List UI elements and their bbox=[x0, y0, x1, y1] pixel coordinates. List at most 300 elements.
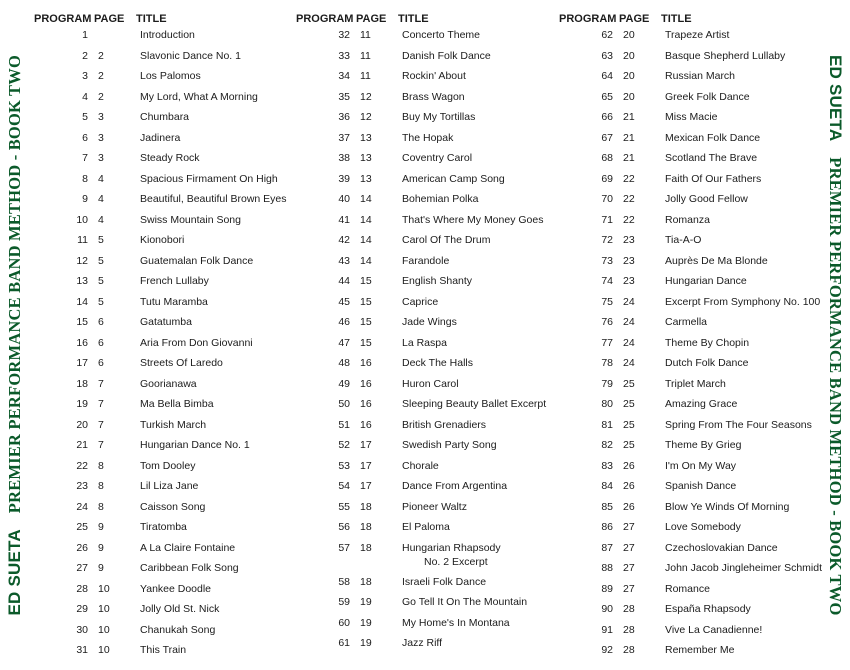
program-number: 89 bbox=[601, 582, 613, 595]
track-title-line: Chumbara bbox=[140, 111, 190, 123]
program-number: 67 bbox=[601, 131, 613, 144]
track-title-line: Caribbean Folk Song bbox=[140, 562, 239, 574]
track-title bbox=[140, 172, 289, 186]
track-title bbox=[402, 541, 551, 569]
track-title bbox=[665, 377, 824, 391]
page-number: 20 bbox=[623, 49, 635, 62]
track-title-line: English Shanty bbox=[402, 275, 473, 287]
page-number: 5 bbox=[98, 295, 104, 308]
page-number: 4 bbox=[98, 193, 104, 205]
track-title bbox=[402, 49, 551, 63]
page-number: 22 bbox=[623, 172, 635, 185]
page-number: 19 bbox=[360, 596, 372, 608]
page-number: 17 bbox=[360, 439, 372, 451]
track-row bbox=[559, 377, 824, 398]
track-title-line: Faith Of Our Fathers bbox=[665, 172, 762, 185]
page-number: 19 bbox=[360, 637, 372, 649]
program-number: 54 bbox=[338, 480, 350, 492]
page-number: 25 bbox=[623, 418, 635, 431]
track-title-line: Yankee Doodle bbox=[140, 582, 212, 595]
track-title-line: Scotland The Brave bbox=[665, 152, 758, 164]
track-title-line: Jadinera bbox=[140, 131, 181, 144]
track-title-line: Love Somebody bbox=[665, 521, 741, 533]
page-number: 24 bbox=[623, 295, 635, 308]
program-number: 10 bbox=[76, 213, 88, 226]
page-number: 14 bbox=[360, 254, 372, 267]
track-row bbox=[34, 602, 289, 623]
program-number: 44 bbox=[338, 275, 350, 287]
page-number: 27 bbox=[623, 562, 635, 574]
track-title bbox=[665, 336, 824, 350]
page-number: 13 bbox=[360, 152, 372, 164]
program-number: 11 bbox=[77, 234, 88, 246]
program-number: 25 bbox=[76, 521, 88, 533]
track-row bbox=[296, 254, 551, 275]
track-title bbox=[140, 356, 289, 370]
program-number: 28 bbox=[76, 582, 88, 595]
track-title-line: Go Tell It On The Mountain bbox=[402, 596, 528, 608]
track-title-line: Swedish Party Song bbox=[402, 439, 497, 451]
track-row bbox=[559, 69, 824, 90]
track-row bbox=[296, 90, 551, 111]
track-title-line: Spring From The Four Seasons bbox=[665, 418, 812, 431]
track-title-line: Mexican Folk Dance bbox=[665, 131, 761, 144]
track-row bbox=[296, 575, 551, 596]
track-title bbox=[402, 636, 551, 650]
track-row bbox=[296, 418, 551, 439]
track-title bbox=[140, 397, 289, 411]
page-number: 10 bbox=[98, 623, 110, 636]
track-title-line: Theme By Grieg bbox=[665, 439, 742, 451]
track-title bbox=[140, 69, 289, 83]
page-number: 8 bbox=[98, 480, 104, 492]
page-number: 26 bbox=[623, 459, 635, 472]
track-title bbox=[665, 315, 824, 329]
track-row bbox=[34, 459, 289, 480]
page-number: 6 bbox=[98, 336, 104, 349]
header-title: TITLE bbox=[398, 13, 429, 25]
track-row bbox=[34, 356, 289, 377]
track-title bbox=[140, 131, 289, 145]
track-title-line: Caprice bbox=[402, 295, 439, 308]
program-number: 7 bbox=[82, 152, 88, 164]
track-title-line: That's Where My Money Goes bbox=[402, 213, 544, 226]
track-title bbox=[665, 561, 824, 575]
track-row bbox=[296, 541, 551, 575]
track-title bbox=[402, 356, 551, 370]
right-spine-text bbox=[825, 55, 845, 615]
page-number: 15 bbox=[360, 275, 372, 287]
program-number: 3 bbox=[82, 70, 88, 82]
track-row bbox=[559, 500, 824, 521]
track-title-line: El Paloma bbox=[402, 521, 450, 533]
track-title-line: Remember Me bbox=[665, 644, 735, 656]
page-number: 7 bbox=[98, 398, 104, 410]
track-title-line: John Jacob Jingleheimer Schmidt bbox=[665, 562, 822, 574]
track-title bbox=[665, 397, 824, 411]
track-title bbox=[140, 561, 289, 575]
track-title bbox=[665, 602, 824, 616]
track-title bbox=[140, 233, 289, 247]
program-number: 53 bbox=[338, 459, 350, 472]
track-row bbox=[559, 479, 824, 500]
track-title bbox=[140, 274, 289, 288]
track-title-line: Jolly Old St. Nick bbox=[140, 603, 220, 615]
header-page: PAGE bbox=[356, 13, 387, 25]
track-title-line: Goorianawa bbox=[140, 377, 197, 390]
track-row bbox=[559, 397, 824, 418]
track-title-line: Romanza bbox=[665, 213, 710, 226]
track-title bbox=[402, 131, 551, 145]
track-title bbox=[665, 582, 824, 596]
track-title-line: Farandole bbox=[402, 254, 450, 267]
page-number: 25 bbox=[623, 439, 635, 451]
program-number: 12 bbox=[76, 254, 88, 267]
page-number: 6 bbox=[98, 357, 104, 369]
track-row bbox=[296, 459, 551, 480]
program-number: 37 bbox=[338, 131, 350, 144]
page-number: 21 bbox=[623, 131, 635, 144]
track-row bbox=[559, 131, 824, 152]
header-program: PROGRAM bbox=[296, 13, 354, 25]
track-row bbox=[34, 397, 289, 418]
page-number: 26 bbox=[623, 500, 635, 513]
track-title bbox=[140, 500, 289, 514]
track-title bbox=[140, 90, 289, 104]
page-number: 11 bbox=[360, 70, 371, 82]
track-title bbox=[665, 90, 824, 104]
right-spine-title: PREMIER PERFORMANCE BAND METHOD - BOOK TWO bbox=[826, 157, 845, 616]
program-number: 85 bbox=[601, 500, 613, 513]
program-number: 91 bbox=[601, 623, 613, 636]
page-number: 4 bbox=[98, 172, 104, 185]
track-title-line: American Camp Song bbox=[402, 172, 505, 185]
track-title bbox=[665, 110, 824, 124]
page-number: 16 bbox=[360, 418, 372, 431]
program-number: 52 bbox=[338, 439, 350, 451]
track-title bbox=[140, 49, 289, 63]
track-row bbox=[559, 213, 824, 234]
track-title-line: Czechoslovakian Dance bbox=[665, 541, 778, 554]
track-title bbox=[140, 520, 289, 534]
track-title bbox=[665, 274, 824, 288]
track-list bbox=[34, 28, 289, 664]
track-column-1 bbox=[34, 10, 289, 664]
program-number: 55 bbox=[338, 500, 350, 513]
track-row bbox=[296, 172, 551, 193]
track-row bbox=[34, 582, 289, 603]
program-number: 58 bbox=[338, 575, 350, 588]
page-number: 25 bbox=[623, 377, 635, 390]
track-title-line: Jade Wings bbox=[402, 316, 457, 328]
track-title-line: My Home's In Montana bbox=[402, 616, 510, 629]
track-row bbox=[296, 233, 551, 254]
right-spine-author: ED SUETA bbox=[826, 54, 845, 142]
header-page: PAGE bbox=[619, 13, 650, 25]
program-number: 92 bbox=[601, 644, 613, 656]
track-row bbox=[296, 377, 551, 398]
track-title-line: Israeli Folk Dance bbox=[402, 575, 487, 588]
track-row bbox=[296, 192, 551, 213]
track-row bbox=[34, 438, 289, 459]
right-spine bbox=[820, 0, 850, 670]
program-number: 63 bbox=[601, 49, 613, 62]
track-title-line: Gatatumba bbox=[140, 316, 192, 328]
page-number: 15 bbox=[360, 316, 372, 328]
program-number: 65 bbox=[601, 90, 613, 103]
program-number: 66 bbox=[601, 111, 613, 123]
program-number: 50 bbox=[338, 398, 350, 410]
track-title bbox=[402, 479, 551, 493]
page-number: 23 bbox=[623, 275, 635, 287]
track-title bbox=[665, 438, 824, 452]
track-title bbox=[140, 418, 289, 432]
track-title-line-2: No. 2 Excerpt bbox=[424, 555, 488, 568]
track-title bbox=[402, 500, 551, 514]
track-title bbox=[665, 49, 824, 63]
track-row bbox=[559, 520, 824, 541]
track-title bbox=[402, 575, 551, 589]
page-number: 8 bbox=[98, 459, 104, 472]
program-number: 78 bbox=[601, 357, 613, 369]
track-title bbox=[402, 213, 551, 227]
program-number: 22 bbox=[76, 459, 88, 472]
track-title bbox=[402, 595, 551, 609]
track-row bbox=[34, 192, 289, 213]
page-number: 4 bbox=[98, 213, 104, 226]
page-number: 11 bbox=[360, 49, 371, 62]
program-number: 39 bbox=[338, 172, 350, 185]
page-number: 12 bbox=[360, 111, 372, 123]
program-number: 13 bbox=[76, 275, 88, 287]
track-title bbox=[140, 643, 289, 657]
track-title-line: The Hopak bbox=[402, 131, 454, 144]
page-number: 23 bbox=[623, 254, 635, 267]
page-number: 14 bbox=[360, 213, 372, 226]
page-number: 15 bbox=[360, 336, 372, 349]
track-row bbox=[296, 110, 551, 131]
track-title bbox=[402, 110, 551, 124]
track-row bbox=[34, 254, 289, 275]
program-number: 41 bbox=[338, 213, 350, 226]
track-row bbox=[34, 561, 289, 582]
track-row bbox=[559, 28, 824, 49]
track-row bbox=[559, 541, 824, 562]
track-title-line: Pioneer Waltz bbox=[402, 500, 467, 513]
track-title bbox=[665, 131, 824, 145]
track-row bbox=[559, 315, 824, 336]
page-number: 23 bbox=[623, 234, 635, 246]
header-title: TITLE bbox=[661, 13, 692, 25]
track-title-line: Ma Bella Bimba bbox=[140, 398, 214, 410]
track-row bbox=[559, 233, 824, 254]
track-title-line: Tia-A-O bbox=[665, 234, 702, 246]
track-row bbox=[296, 438, 551, 459]
page-number: 3 bbox=[98, 131, 104, 144]
track-title bbox=[402, 192, 551, 206]
track-title bbox=[402, 69, 551, 83]
track-row bbox=[296, 336, 551, 357]
track-row bbox=[559, 172, 824, 193]
track-row bbox=[296, 595, 551, 616]
track-row bbox=[296, 315, 551, 336]
track-title bbox=[402, 336, 551, 350]
program-number: 5 bbox=[82, 111, 88, 123]
track-row bbox=[34, 213, 289, 234]
program-number: 33 bbox=[338, 49, 350, 62]
track-row bbox=[34, 90, 289, 111]
track-row bbox=[34, 479, 289, 500]
page-number: 19 bbox=[360, 616, 372, 629]
page-number: 9 bbox=[98, 562, 104, 574]
program-number: 68 bbox=[601, 152, 613, 164]
track-title-line: Tutu Maramba bbox=[140, 295, 208, 308]
track-title bbox=[665, 172, 824, 186]
track-title-line: Turkish March bbox=[140, 418, 207, 431]
track-title bbox=[140, 602, 289, 616]
track-title-line: Buy My Tortillas bbox=[402, 111, 476, 123]
track-row bbox=[34, 49, 289, 70]
track-title bbox=[402, 459, 551, 473]
program-number: 73 bbox=[601, 254, 613, 267]
page-number: 13 bbox=[360, 172, 372, 185]
track-title-line: Slavonic Dance No. 1 bbox=[140, 49, 241, 62]
program-number: 45 bbox=[338, 295, 350, 308]
header-page: PAGE bbox=[94, 13, 125, 25]
track-row bbox=[296, 356, 551, 377]
header-title: TITLE bbox=[136, 13, 167, 25]
track-row bbox=[559, 254, 824, 275]
track-row bbox=[34, 28, 289, 49]
track-row bbox=[559, 356, 824, 377]
page-number: 20 bbox=[623, 70, 635, 82]
track-title-line: Chorale bbox=[402, 459, 439, 472]
program-number: 86 bbox=[601, 521, 613, 533]
track-title bbox=[402, 397, 551, 411]
track-title-line: Steady Rock bbox=[140, 152, 200, 164]
track-title bbox=[402, 254, 551, 268]
track-row bbox=[296, 131, 551, 152]
track-row bbox=[34, 172, 289, 193]
page-number: 2 bbox=[98, 90, 104, 103]
program-number: 51 bbox=[338, 418, 350, 431]
page-number: 3 bbox=[98, 152, 104, 164]
track-title bbox=[140, 459, 289, 473]
track-title bbox=[665, 623, 824, 637]
program-number: 6 bbox=[82, 131, 88, 144]
track-title-line: Danish Folk Dance bbox=[402, 49, 491, 62]
track-title-line: Greek Folk Dance bbox=[665, 90, 750, 103]
track-title-line: Jolly Good Fellow bbox=[665, 193, 748, 205]
track-title-line: Spacious Firmament On High bbox=[140, 172, 278, 185]
track-row bbox=[296, 295, 551, 316]
program-number: 48 bbox=[338, 357, 350, 369]
program-number: 36 bbox=[338, 111, 350, 123]
track-title-line: Guatemalan Folk Dance bbox=[140, 254, 254, 267]
track-title bbox=[665, 213, 824, 227]
program-number: 88 bbox=[601, 562, 613, 574]
track-row bbox=[559, 438, 824, 459]
track-title-line: Beautiful, Beautiful Brown Eyes bbox=[140, 193, 287, 205]
program-number: 18 bbox=[76, 377, 88, 390]
program-number: 90 bbox=[601, 603, 613, 615]
track-title bbox=[140, 110, 289, 124]
program-number: 69 bbox=[601, 172, 613, 185]
program-number: 84 bbox=[601, 480, 613, 492]
track-row bbox=[34, 274, 289, 295]
track-row bbox=[559, 274, 824, 295]
track-title-line: Jazz Riff bbox=[402, 637, 443, 649]
page-number: 22 bbox=[623, 193, 635, 205]
track-title bbox=[665, 541, 824, 555]
page-number: 5 bbox=[98, 234, 104, 246]
track-title-line: Kionobori bbox=[140, 234, 185, 246]
page-number: 21 bbox=[623, 111, 635, 123]
track-title-line: This Train bbox=[140, 644, 187, 656]
page-number: 9 bbox=[98, 521, 104, 533]
track-title-line: Coventry Carol bbox=[402, 152, 473, 164]
track-title bbox=[140, 28, 289, 42]
track-title-line: Huron Carol bbox=[402, 377, 459, 390]
track-row bbox=[559, 602, 824, 623]
program-number: 79 bbox=[601, 377, 613, 390]
program-number: 38 bbox=[338, 152, 350, 164]
page-number: 7 bbox=[98, 377, 104, 390]
track-title-line: Miss Macie bbox=[665, 111, 718, 123]
program-number: 2 bbox=[82, 49, 88, 62]
header-program: PROGRAM bbox=[34, 13, 92, 25]
track-title-line: Tom Dooley bbox=[140, 459, 196, 472]
program-number: 27 bbox=[76, 562, 88, 574]
page-number: 7 bbox=[98, 439, 104, 451]
program-number: 29 bbox=[76, 603, 88, 615]
track-row bbox=[559, 561, 824, 582]
track-row bbox=[296, 49, 551, 70]
track-row bbox=[34, 295, 289, 316]
program-number: 74 bbox=[601, 275, 613, 287]
page-number: 9 bbox=[98, 541, 104, 554]
track-title-line: Caisson Song bbox=[140, 500, 206, 513]
page-number: 2 bbox=[98, 49, 104, 62]
track-title-line: Hungarian Dance bbox=[665, 275, 747, 287]
track-row bbox=[296, 636, 551, 657]
page-number: 18 bbox=[360, 575, 372, 588]
page-number: 15 bbox=[360, 295, 372, 308]
track-row bbox=[296, 520, 551, 541]
program-number: 61 bbox=[338, 637, 350, 649]
track-row bbox=[34, 131, 289, 152]
track-title bbox=[402, 418, 551, 432]
track-title-line: Romance bbox=[665, 582, 710, 595]
program-number: 40 bbox=[338, 193, 350, 205]
program-number: 31 bbox=[76, 644, 88, 656]
page-number: 20 bbox=[623, 90, 635, 103]
page-number: 5 bbox=[98, 254, 104, 267]
program-number: 8 bbox=[82, 172, 88, 185]
track-row bbox=[296, 397, 551, 418]
page-number: 17 bbox=[360, 480, 372, 492]
header-program: PROGRAM bbox=[559, 13, 617, 25]
track-title-line: Tiratomba bbox=[140, 521, 187, 533]
track-title bbox=[402, 438, 551, 452]
track-title-line: Chanukah Song bbox=[140, 623, 216, 636]
track-row bbox=[559, 623, 824, 644]
track-column-2 bbox=[296, 10, 551, 657]
page-number: 18 bbox=[360, 500, 372, 513]
page-number: 8 bbox=[98, 500, 104, 513]
track-title-line: Blow Ye Winds Of Morning bbox=[665, 500, 790, 513]
page-number: 16 bbox=[360, 377, 372, 390]
